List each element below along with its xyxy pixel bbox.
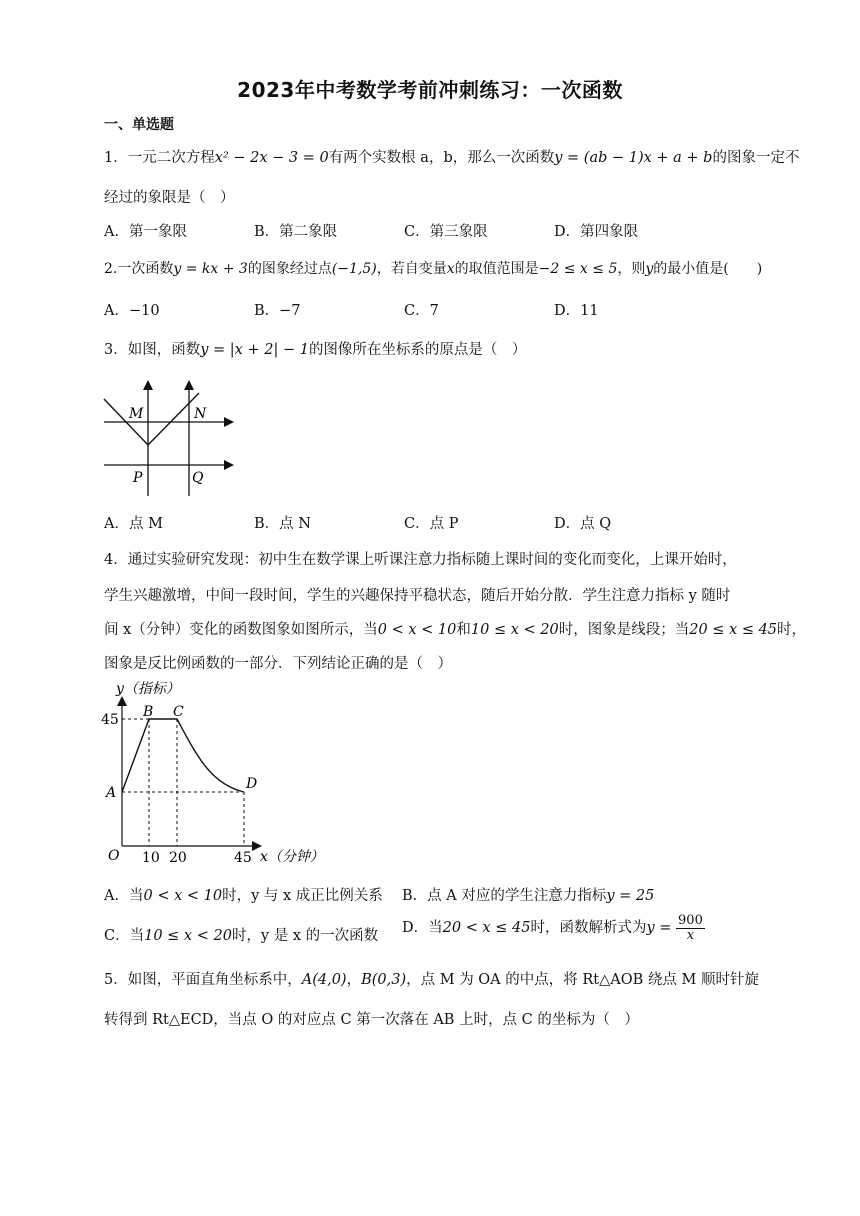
equation: x² − 2x − 3 = 0 — [214, 150, 329, 166]
equation: y = 25 — [606, 888, 655, 904]
option-d[interactable]: D．11 — [554, 303, 599, 319]
option-c[interactable]: C．第三象限 — [404, 224, 488, 240]
question-text: 的图像所在坐标系的原点是（ ） — [308, 342, 527, 358]
question-4-line-1: 4．通过实验研究发现：初中生在数学课上听课注意力指标随上课时间的变化而变化，上课开始时， — [104, 552, 737, 568]
point: (−1,5) — [331, 261, 377, 277]
fraction-denominator: x — [686, 927, 695, 943]
range: 20 ≤ x ≤ 45 — [689, 622, 778, 638]
dashed-guides — [122, 719, 244, 846]
fraction — [676, 914, 705, 942]
range: −2 ≤ x ≤ 5 — [538, 261, 618, 277]
function-expression: y = kx + 3 — [173, 261, 248, 277]
range: 10 ≤ x < 20 — [144, 928, 232, 944]
variable: x — [446, 261, 455, 277]
option-text: 时，y 与 x 成正比例关系 — [222, 888, 383, 904]
question-4-figure — [98, 676, 338, 872]
attention-curve — [122, 719, 244, 792]
question-1-line-2: 经过的象限是（ ） — [104, 190, 235, 206]
question-text: ，点 M 为 OA 的中点，将 Rt△AOB 绕点 M 顺时针旋 — [406, 972, 759, 988]
label-q: Q — [192, 470, 204, 486]
point-a-label: A — [106, 785, 117, 801]
question-text: 2.一次函数 — [104, 261, 174, 277]
function-expression: y = |x + 2| − 1 — [200, 342, 309, 358]
option-a[interactable]: A．第一象限 — [104, 224, 187, 240]
label-n: N — [194, 406, 207, 422]
question-text: 时，图象是线段；当 — [558, 622, 690, 638]
question-4-line-3 — [104, 618, 806, 639]
option-c[interactable]: C．点 P — [404, 516, 459, 532]
question-text: 和 — [456, 622, 471, 638]
option-c[interactable]: C．7 — [404, 303, 439, 319]
variable: y — [645, 261, 654, 277]
option-d[interactable]: D．点 Q — [554, 516, 612, 532]
option-text: D．当 — [402, 920, 443, 937]
option-text: A．当 — [104, 888, 144, 904]
option-d[interactable] — [402, 914, 705, 942]
option-b[interactable]: B．点 N — [254, 516, 311, 532]
option-c[interactable] — [104, 924, 378, 945]
option-a[interactable] — [104, 884, 383, 905]
range: 10 ≤ x < 20 — [470, 622, 559, 638]
range: 20 < x ≤ 45 — [442, 920, 531, 937]
section-heading: 一、单选题 — [104, 117, 174, 133]
question-5-line-2: 转得到 Rt△ECD，当点 O 的对应点 C 第一次落在 AB 上时，点 C 的坐标为（ ） — [104, 1012, 639, 1028]
question-text: 的最小值是( ) — [653, 261, 763, 277]
question-5-line-1 — [104, 968, 759, 989]
option-b[interactable]: B．−7 — [254, 303, 301, 319]
x-tick-45: 45 — [234, 850, 252, 866]
question-text: 的图象经过点 — [247, 261, 332, 277]
question-3-figure — [96, 374, 246, 500]
option-d[interactable]: D．第四象限 — [554, 224, 639, 240]
range: 0 < x < 10 — [143, 888, 223, 904]
question-number: 1． — [104, 150, 128, 166]
point: A(4,0) — [301, 972, 347, 988]
question-text: 5．如图，平面直角坐标系中， — [104, 972, 302, 988]
separator: ， — [346, 972, 362, 988]
option-text: B．点 A 对应的学生注意力指标 — [402, 888, 607, 904]
option-text: 时，函数解析式为 — [530, 920, 647, 937]
point-b-label: B — [143, 704, 154, 720]
x-tick-10: 10 — [142, 850, 160, 866]
point-d-label: D — [246, 776, 258, 792]
question-4-line-4: 图象是反比例函数的一部分．下列结论正确的是（ ） — [104, 656, 452, 672]
equation: y = — [646, 920, 672, 937]
option-a[interactable]: A．−10 — [104, 303, 160, 319]
question-text: 的取值范围是 — [454, 261, 539, 277]
question-text: ，若自变量 — [376, 261, 447, 277]
option-text: 时，y 是 x 的一次函数 — [231, 928, 379, 944]
question-text: 有两个实数根 a，b，那么一次函数 — [328, 150, 555, 166]
label-p: P — [133, 470, 143, 486]
label-m: M — [129, 406, 144, 422]
question-2-line-1 — [104, 258, 762, 278]
point-c-label: C — [173, 704, 184, 720]
point: B(0,3) — [361, 972, 407, 988]
question-text: 3．如图，函数 — [104, 342, 201, 358]
option-b[interactable]: B．第二象限 — [254, 224, 338, 240]
option-text: C．当 — [104, 928, 145, 944]
function-graph — [104, 393, 199, 445]
option-a[interactable]: A．点 M — [104, 516, 163, 532]
x-tick-20: 20 — [169, 850, 187, 866]
question-text: 的图象一定不 — [712, 150, 800, 166]
function-expression: y = (ab − 1)x + a + b — [554, 150, 713, 166]
x-axis-label: x（分钟） — [260, 849, 324, 865]
question-3-line-1 — [104, 338, 526, 359]
question-4-line-2: 学生兴趣激增，中间一段时间，学生的兴趣保持平稳状态，随后开始分散．学生注意力指标 y 随时 — [104, 588, 731, 604]
question-text: ，则 — [617, 261, 646, 277]
option-b[interactable] — [402, 884, 654, 905]
question-text: 时， — [777, 622, 807, 638]
origin-label: O — [108, 848, 120, 864]
y-tick-45: 45 — [101, 712, 119, 728]
fraction-numerator: 900 — [678, 913, 703, 928]
page-title: 2023年中考数学考前冲刺练习：一次函数 — [237, 78, 623, 102]
question-text: 一元二次方程 — [127, 150, 215, 166]
question-text: 间 x（分钟）变化的函数图象如图所示，当 — [104, 622, 378, 638]
y-axis-label: y（指标） — [116, 681, 180, 697]
question-1-line-1 — [104, 146, 799, 167]
range: 0 < x < 10 — [377, 622, 457, 638]
